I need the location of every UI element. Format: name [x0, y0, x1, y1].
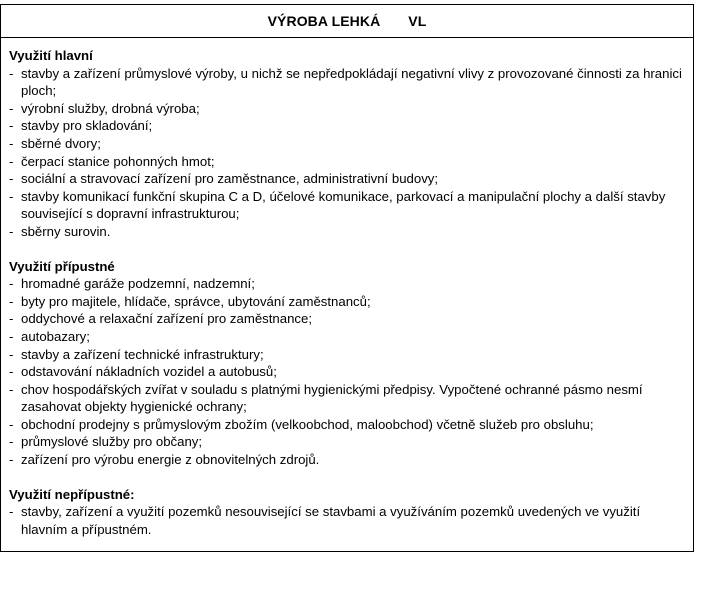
list-item: - stavby, zařízení a využití pozemků nesouvisející se stavbami a využíváním pozemků uvedených ve využití hlavním a přípustném. [9, 503, 685, 538]
list-item: - sběrné dvory; [9, 135, 685, 153]
section-main-use [9, 47, 685, 241]
item-list [9, 275, 685, 469]
list-item: - průmyslové služby pro občany; [9, 433, 685, 451]
list-item: - stavby a zařízení průmyslové výroby, u nichž se nepředpokládají negativní vlivy z provozované činnosti za hranici ploch; [9, 65, 685, 100]
section-title: Využití hlavní [9, 48, 93, 63]
list-item: - byty pro majitele, hlídače, správce, ubytování zaměstnanců; [9, 293, 685, 311]
list-item: - stavby pro skladování; [9, 117, 685, 135]
list-item: - stavby komunikací funkční skupina C a D, účelové komunikace, parkovací a manipulační plochy a další stavby související s dopravní infrastrukturou; [9, 188, 685, 223]
regulation-table [0, 4, 694, 552]
section-prohibited-use [9, 486, 685, 539]
zone-code: VL [408, 13, 427, 29]
list-item: - autobazary; [9, 328, 685, 346]
section-title: Využití přípustné [9, 258, 115, 274]
list-item: - výrobní služby, drobná výroba; [9, 100, 685, 118]
list-item: - oddychové a relaxační zařízení pro zaměstnance; [9, 310, 685, 328]
section-permitted-use [9, 258, 685, 469]
list-item: - chov hospodářských zvířat v souladu s platnými hygienickými předpisy. Vypočtené ochranné pásmo nesmí zasahovat objekty hygienické ochrany; [9, 381, 685, 416]
list-item: - zařízení pro výrobu energie z obnovitelných zdrojů. [9, 451, 685, 469]
list-item: - čerpací stanice pohonných hmot; [9, 153, 685, 171]
table-header [1, 5, 693, 38]
item-list [9, 503, 685, 538]
list-item: - sběrny surovin. [9, 223, 685, 241]
zone-title: VÝROBA LEHKÁ [267, 13, 381, 29]
list-item: - stavby a zařízení technické infrastruktury; [9, 346, 685, 364]
section-title: Využití nepřípustné: [9, 486, 135, 502]
list-item: - sociální a stravovací zařízení pro zaměstnance, administrativní budovy; [9, 170, 685, 188]
item-list [9, 65, 685, 241]
list-item: - odstavování nákladních vozidel a autobusů; [9, 363, 685, 381]
list-item: - obchodní prodejny s průmyslovým zbožím (velkoobchod, maloobchod) včetně služeb pro obsluhu; [9, 416, 685, 434]
list-item: - hromadné garáže podzemní, nadzemní; [9, 275, 685, 293]
table-body [1, 38, 693, 538]
